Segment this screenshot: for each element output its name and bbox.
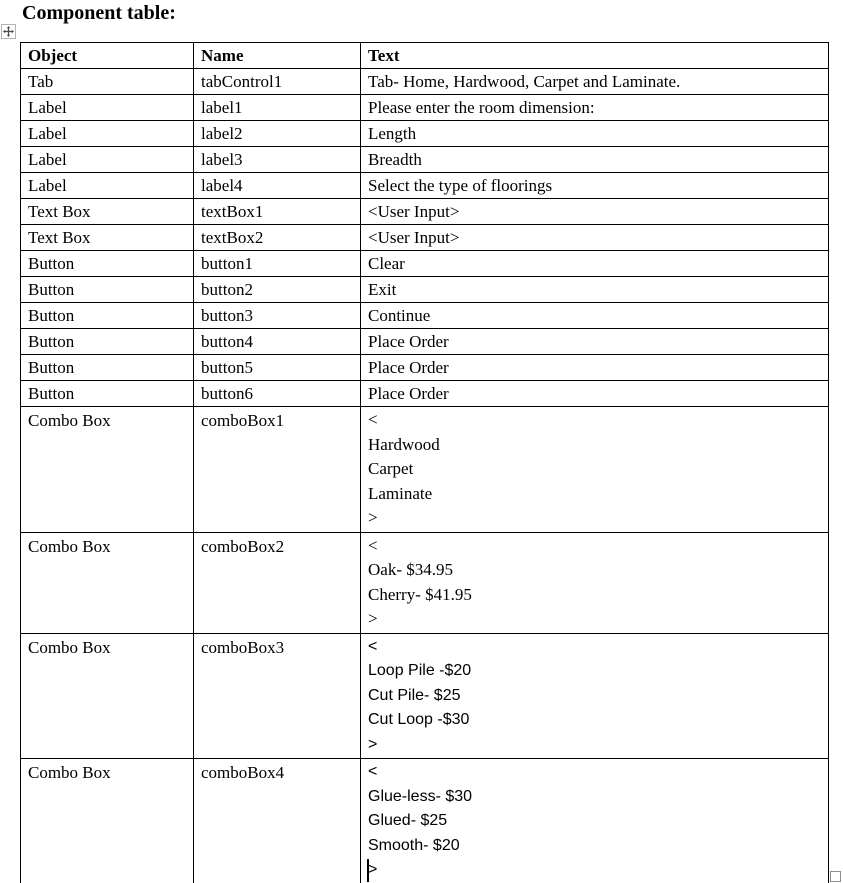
combo-option-line: < — [368, 637, 378, 655]
text-cursor — [367, 859, 369, 882]
object-cell[interactable]: Combo Box — [21, 407, 194, 533]
object-cell[interactable]: Button — [21, 251, 194, 277]
object-cell[interactable]: Combo Box — [21, 633, 194, 759]
object-cell[interactable]: Button — [21, 303, 194, 329]
text-cell[interactable]: Clear — [361, 251, 829, 277]
text-cell[interactable]: Continue — [361, 303, 829, 329]
combo-option-line: Laminate — [368, 483, 433, 503]
object-cell[interactable]: Tab — [21, 69, 194, 95]
object-cell[interactable]: Label — [21, 95, 194, 121]
name-cell[interactable]: button3 — [194, 303, 361, 329]
table-row — [21, 121, 829, 147]
table-row — [21, 95, 829, 121]
name-cell[interactable]: button4 — [194, 329, 361, 355]
text-cell[interactable] — [361, 407, 829, 533]
name-cell[interactable]: comboBox2 — [194, 532, 361, 633]
name-cell[interactable]: button5 — [194, 355, 361, 381]
name-cell[interactable]: comboBox1 — [194, 407, 361, 533]
name-cell[interactable]: label3 — [194, 147, 361, 173]
table-row — [21, 147, 829, 173]
text-cell[interactable]: Please enter the room dimension: — [361, 95, 829, 121]
combo-option-line: Carpet — [368, 459, 414, 478]
header-name[interactable]: Name — [194, 43, 361, 69]
table-row — [21, 407, 829, 533]
name-cell[interactable]: button1 — [194, 251, 361, 277]
combo-option-line: > — [368, 609, 378, 628]
object-cell[interactable]: Button — [21, 381, 194, 407]
object-cell[interactable]: Label — [21, 121, 194, 147]
header-object[interactable]: Object — [21, 43, 194, 69]
text-cell[interactable]: <User Input> — [361, 225, 829, 251]
object-cell[interactable]: Label — [21, 147, 194, 173]
text-cell[interactable] — [361, 759, 829, 883]
table-row — [21, 225, 829, 251]
name-cell[interactable]: textBox2 — [194, 225, 361, 251]
combo-option-line: Smooth- $20 — [368, 836, 460, 854]
combo-option-line: Glued- $25 — [368, 812, 448, 829]
object-cell[interactable]: Button — [21, 329, 194, 355]
object-cell[interactable]: Text Box — [21, 199, 194, 225]
table-move-handle[interactable] — [1, 24, 16, 39]
table-row — [21, 199, 829, 225]
combo-option-line: Cut Pile- $25 — [368, 686, 461, 704]
text-cell[interactable]: Length — [361, 121, 829, 147]
table-row — [21, 251, 829, 277]
combo-option-line — [368, 858, 821, 883]
table-row — [21, 633, 829, 759]
table-row — [21, 69, 829, 95]
name-cell[interactable]: button2 — [194, 277, 361, 303]
table-row — [21, 759, 829, 883]
combo-option-line: < — [368, 410, 378, 429]
table-row — [21, 303, 829, 329]
header-text[interactable]: Text — [361, 43, 829, 69]
text-cell[interactable]: Select the type of floorings — [361, 173, 829, 199]
name-cell[interactable]: label1 — [194, 95, 361, 121]
text-cell[interactable]: Tab- Home, Hardwood, Carpet and Laminate. — [361, 69, 829, 95]
combo-option-line: Cherry- $41.95 — [368, 584, 472, 604]
combo-option-line: Hardwood — [368, 434, 440, 454]
name-cell[interactable]: button6 — [194, 381, 361, 407]
combo-option-text: > — [368, 861, 378, 878]
text-cell[interactable]: Breadth — [361, 147, 829, 173]
combo-option-line: Loop Pile -$20 — [368, 662, 472, 679]
combo-option-line: Glue-less- $30 — [368, 787, 473, 805]
name-cell[interactable]: textBox1 — [194, 199, 361, 225]
name-cell[interactable]: tabControl1 — [194, 69, 361, 95]
object-cell[interactable]: Label — [21, 173, 194, 199]
table-row — [21, 381, 829, 407]
name-cell[interactable]: label2 — [194, 121, 361, 147]
move-cross-icon — [3, 26, 14, 37]
text-cell[interactable]: Place Order — [361, 381, 829, 407]
table-row — [21, 532, 829, 633]
text-cell[interactable]: Place Order — [361, 355, 829, 381]
table-row — [21, 329, 829, 355]
table-row — [21, 173, 829, 199]
combo-option-line: Cut Loop -$30 — [368, 711, 470, 728]
component-table — [20, 42, 829, 883]
table-row — [21, 355, 829, 381]
object-cell[interactable]: Button — [21, 355, 194, 381]
combo-option-line: > — [368, 735, 378, 753]
combo-option-line: > — [368, 508, 378, 527]
combo-option-line: < — [368, 763, 378, 780]
name-cell[interactable]: label4 — [194, 173, 361, 199]
name-cell[interactable]: comboBox4 — [194, 759, 361, 883]
object-cell[interactable]: Combo Box — [21, 759, 194, 883]
table-resize-handle[interactable] — [830, 871, 841, 882]
text-cell[interactable]: <User Input> — [361, 199, 829, 225]
object-cell[interactable]: Combo Box — [21, 532, 194, 633]
text-cell[interactable]: Place Order — [361, 329, 829, 355]
text-cell[interactable] — [361, 532, 829, 633]
table-header-row — [21, 43, 829, 69]
object-cell[interactable]: Button — [21, 277, 194, 303]
text-cell[interactable] — [361, 633, 829, 759]
combo-option-line: Oak- $34.95 — [368, 560, 453, 579]
combo-option-line: < — [368, 535, 378, 555]
object-cell[interactable]: Text Box — [21, 225, 194, 251]
text-cell[interactable]: Exit — [361, 277, 829, 303]
table-row — [21, 277, 829, 303]
name-cell[interactable]: comboBox3 — [194, 633, 361, 759]
page-title[interactable]: Component table: — [22, 2, 176, 24]
